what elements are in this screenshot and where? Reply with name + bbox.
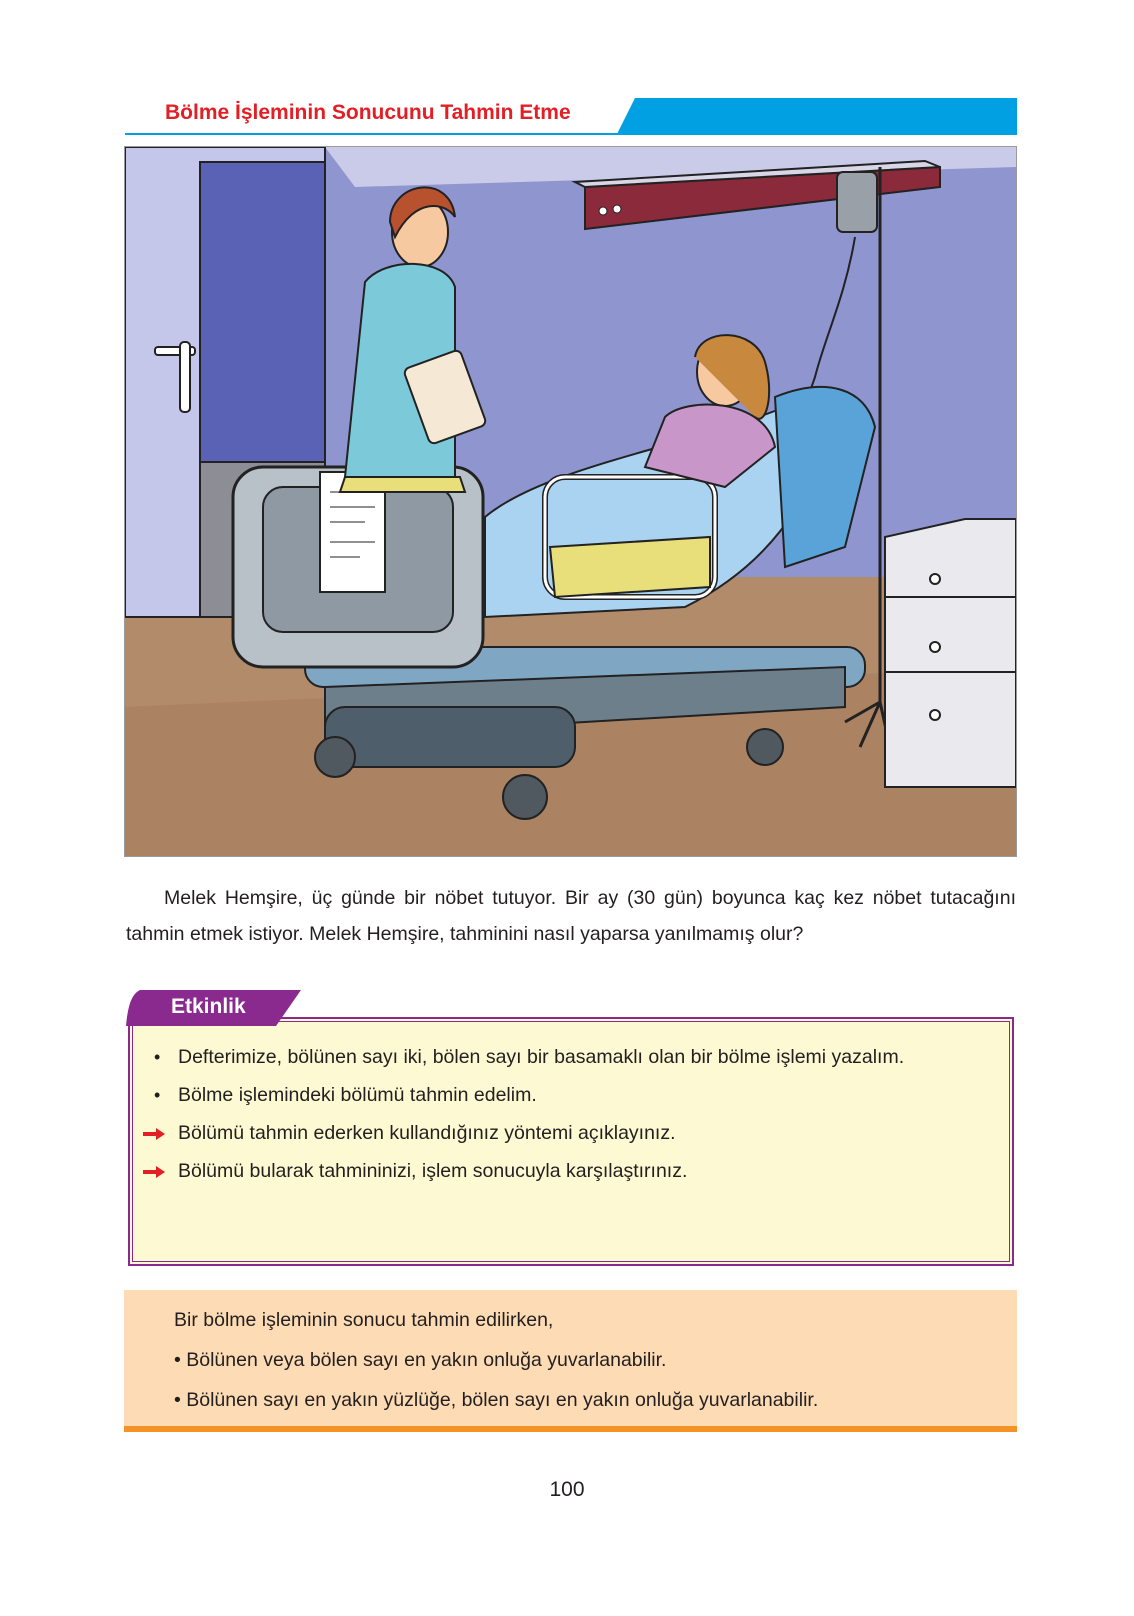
- section-header: [125, 98, 1017, 136]
- page-number: 100: [549, 1478, 585, 1501]
- activity-item: [144, 1039, 994, 1075]
- activity-box: [126, 995, 1016, 1266]
- info-box: [124, 1290, 1017, 1432]
- activity-item: [144, 1077, 994, 1113]
- story-paragraph: [126, 880, 1016, 952]
- hospital-illustration: [124, 146, 1017, 857]
- activity-item-text: Bölümü tahmin ederken kullandığınız yöntemi açıklayınız.: [178, 1122, 676, 1144]
- info-lines: [174, 1300, 818, 1420]
- bullet-icon: •: [154, 1085, 161, 1105]
- info-bullet: • Bölünen sayı en yakın yüzlüğe, bölen sayı en yakın onluğa yuvarlanabilir.: [174, 1389, 819, 1411]
- activity-list: [144, 1039, 994, 1191]
- arrow-right-icon: [142, 1127, 166, 1141]
- activity-item-text: Bölme işlemindeki bölümü tahmin edelim.: [178, 1084, 537, 1106]
- bullet-icon: •: [154, 1047, 161, 1067]
- info-intro: Bir bölme işleminin sonucu tahmin edilirken,: [174, 1309, 554, 1331]
- activity-item-text: Bölümü bularak tahmininizi, işlem sonucuyla karşılaştırınız.: [178, 1160, 688, 1182]
- story-text: Melek Hemşire, üç günde bir nöbet tutuyor. Bir ay (30 gün) boyunca kaç kez nöbet tutacağını tahmin etmek istiyor. Melek Hemşire, tahminini nasıl yaparsa yanılmamış olur?: [126, 887, 1016, 945]
- activity-item-text: Defterimize, bölünen sayı iki, bölen sayı bir basamaklı olan bir bölme işlemi yazalım.: [178, 1046, 905, 1068]
- activity-item: [144, 1153, 994, 1189]
- hospital-scene-image: [125, 147, 1016, 856]
- arrow-right-icon: [142, 1165, 166, 1179]
- activity-item: [144, 1115, 994, 1151]
- section-title: Bölme İşleminin Sonucunu Tahmin Etme: [165, 101, 571, 124]
- info-bullet: • Bölünen veya bölen sayı en yakın onluğa yuvarlanabilir.: [174, 1349, 667, 1371]
- activity-tab-label: Etkinlik: [171, 995, 246, 1018]
